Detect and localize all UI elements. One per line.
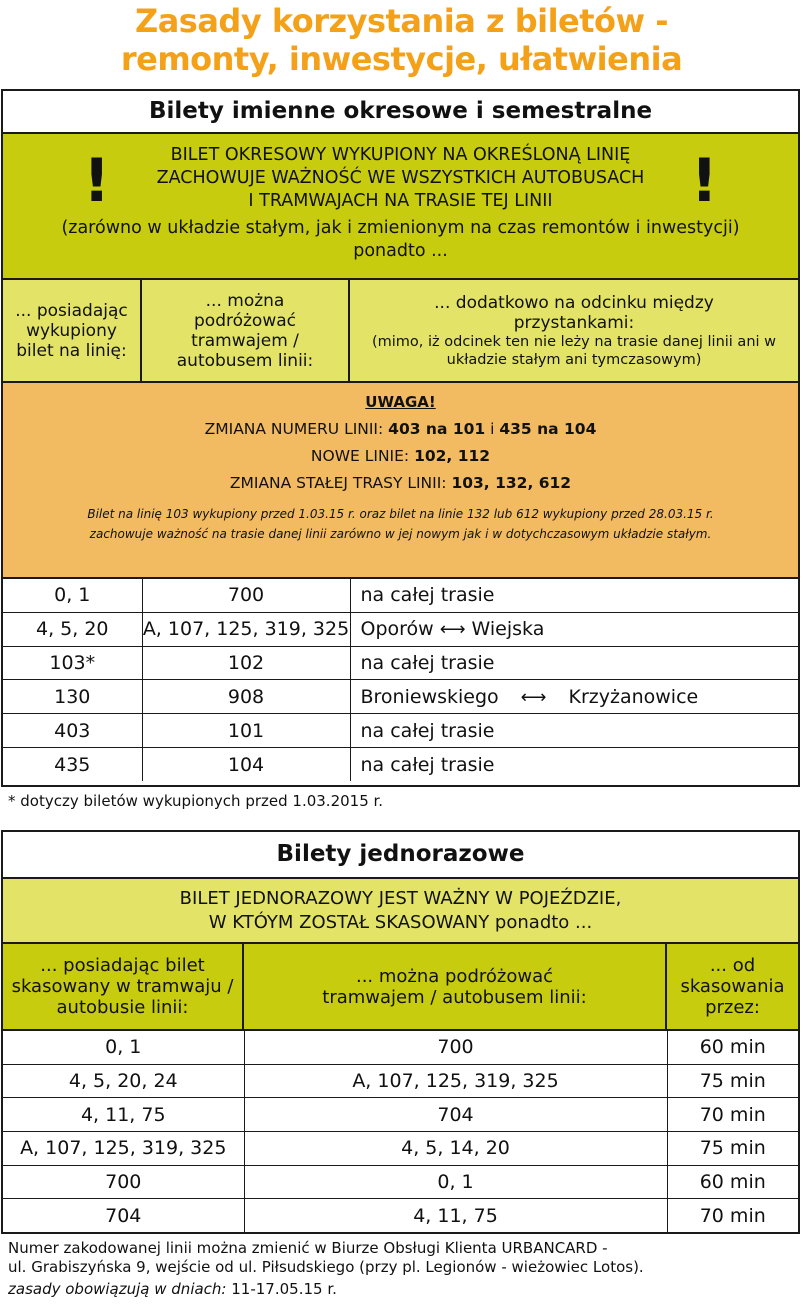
uwaga-title: UWAGA! (365, 393, 436, 411)
uwaga-label: ZMIANA STAŁEJ TRASY LINII: (229, 474, 447, 492)
col-header-time: ... od skasowania przez: (680, 955, 785, 1018)
notice-line: BILET OKRESOWY WYKUPIONY NA OKREŚLONĄ LINIĘ (170, 145, 631, 165)
title-line-1: Zasady korzystania z biletów - (134, 2, 668, 40)
cell-have: 700 (3, 1165, 244, 1199)
col-header-can: ... można podróżować tramwajem / autobusem linii: (142, 280, 350, 381)
cell-have: 435 (3, 748, 142, 781)
cell-extra (350, 612, 798, 646)
extra-text: na całej trasie (360, 652, 495, 675)
uwaga-value: 403 na 101 (388, 420, 486, 438)
uwaga-separator: i (490, 420, 495, 438)
info-line-2: ul. Grabiszyńska 9, wejście od ul. Piłsudskiego (przy pl. Legionów - wieżowiec Lotos). (8, 1258, 644, 1276)
table-row (3, 646, 798, 680)
cell-can: 704 (244, 1098, 667, 1132)
uwaga-line-route-change (3, 474, 798, 492)
cell-can: 700 (142, 579, 350, 612)
uwaga-note-line-1: Bilet na linię 103 wykupiony przed 1.03.15 r. oraz bilet na linie 132 lub 612 wykupiony przed 28.03.15 r. (87, 507, 714, 521)
cell-time: 60 min (667, 1165, 798, 1199)
table-row (3, 1031, 798, 1064)
stop-from: Broniewskiego (360, 685, 499, 708)
cell-extra (350, 579, 798, 612)
table-row (3, 612, 798, 646)
uwaga-value: 435 na 104 (499, 420, 597, 438)
cell-time: 75 min (667, 1131, 798, 1165)
notice-line: I TRAMWAJACH NA TRASIE TEJ LINII (248, 191, 553, 211)
periodic-table (3, 579, 798, 781)
cell-can: 102 (142, 646, 350, 680)
uwaga-value: 102, 112 (414, 447, 491, 465)
cell-have: 0, 1 (3, 579, 142, 612)
table-row (3, 579, 798, 612)
uwaga-label: NOWE LINIE: (310, 447, 410, 465)
uwaga-note (3, 504, 798, 544)
cell-can: 0, 1 (244, 1165, 667, 1199)
notice-line: ponadto ... (353, 241, 448, 261)
single-notice-line-2: W KTÓYM ZOSTAŁ SKASOWANY ponadto ... (208, 912, 593, 933)
periodic-footnote: * dotyczy biletów wykupionych przed 1.03.2015 r. (8, 792, 384, 810)
stop-to: Wiejska (471, 618, 545, 641)
table-row (3, 1199, 798, 1232)
title-line-2: remonty, inwestycje, ułatwienia (120, 40, 683, 78)
col-header-extra-main: ... dodatkowo na odcinku między przystankami: (434, 292, 714, 333)
cell-extra (350, 748, 798, 781)
cell-can: A, 107, 125, 319, 325 (244, 1064, 667, 1098)
col-header-have: ... posiadając wykupiony bilet na linię: (3, 280, 142, 381)
cell-time: 75 min (667, 1064, 798, 1098)
cell-time: 70 min (699, 1204, 766, 1227)
single-heading: Bilety jednorazowe (3, 832, 798, 879)
cell-extra (350, 646, 798, 680)
uwaga-box (3, 383, 798, 579)
uwaga-line-number-change (3, 420, 798, 438)
single-notice (3, 879, 798, 944)
exclamation-right: ! (690, 146, 718, 216)
stop-from: Oporów (360, 618, 434, 641)
extra-text: na całej trasie (360, 584, 495, 607)
validity-dates: 11-17.05.15 r. (231, 1280, 337, 1298)
cell-have: 4, 5, 20 (3, 612, 142, 646)
table-row (3, 1098, 798, 1132)
cell-have: 130 (3, 680, 142, 714)
stop-to: Krzyżanowice (568, 685, 699, 708)
cell-have: 0, 1 (3, 1031, 244, 1064)
cell-can: 4, 11, 75 (244, 1199, 667, 1232)
table-row (3, 1165, 798, 1199)
table-row (3, 714, 798, 748)
info-line-1: Numer zakodowanej linii można zmienić w Biurze Obsługi Klienta URBANCARD - (8, 1239, 608, 1257)
uwaga-line-new-lines (3, 447, 798, 465)
cell-extra (350, 714, 798, 748)
table-row (3, 680, 798, 714)
cell-have: 704 (3, 1199, 244, 1232)
uwaga-value: 103, 132, 612 (451, 474, 572, 492)
cell-have: 103* (3, 646, 142, 680)
cell-can: 908 (142, 680, 350, 714)
notice-line: (zarówno w układzie stałym, jak i zmienionym na czas remontów i inwestycji) (61, 218, 740, 238)
cell-time: 70 min (667, 1098, 798, 1132)
cell-have: A, 107, 125, 319, 325 (3, 1131, 244, 1165)
col-header-can: ... można podróżować tramwajem / autobusem linii: (244, 944, 667, 1029)
single-column-headers (3, 944, 798, 1031)
col-header-extra-note: (mimo, iż odcinek ten nie leży na trasie danej linii ani w układzie stałym ani tymczasowym) (371, 333, 777, 368)
cell-can: 4, 5, 14, 20 (244, 1131, 667, 1165)
double-arrow-icon: ⟷ (520, 686, 547, 708)
cell-have: 4, 5, 20, 24 (3, 1064, 244, 1098)
periodic-tickets-box (1, 89, 800, 787)
customer-office-info (8, 1239, 644, 1299)
exclamation-left: ! (83, 146, 111, 216)
page-title (0, 2, 803, 78)
table-row (3, 1064, 798, 1098)
col-header-extra (350, 280, 798, 381)
cell-can: 104 (142, 748, 350, 781)
uwaga-note-line-2: zachowuje ważność na trasie danej linii zarówno w jej nowym jak i w dotychczasowym układzie stałym. (89, 527, 712, 541)
validity-label: zasady obowiązują w dniach: (8, 1280, 227, 1298)
cell-have: 4, 11, 75 (3, 1098, 244, 1132)
periodic-notice (3, 134, 798, 280)
cell-can: 101 (142, 714, 350, 748)
cell-time: 60 min (667, 1031, 798, 1064)
cell-can: A, 107, 125, 319, 325 (142, 612, 350, 646)
table-row (3, 1131, 798, 1165)
periodic-heading: Bilety imienne okresowe i semestralne (3, 91, 798, 134)
single-table (3, 1031, 798, 1232)
single-tickets-box (1, 830, 800, 1234)
periodic-column-headers (3, 280, 798, 383)
extra-text: na całej trasie (360, 753, 495, 776)
cell-can: 700 (244, 1031, 667, 1064)
validity-line (8, 1280, 644, 1299)
extra-text: na całej trasie (360, 719, 495, 742)
notice-line: ZACHOWUJE WAŻNOŚĆ WE WSZYSTKICH AUTOBUSACH (156, 168, 645, 188)
double-arrow-icon: ⟷ (439, 619, 466, 641)
cell-extra (350, 680, 798, 714)
cell-have: 403 (3, 714, 142, 748)
col-header-have: ... posiadając bilet skasowany w tramwaju / autobusie linii: (3, 944, 244, 1029)
table-row (3, 748, 798, 781)
uwaga-label: ZMIANA NUMERU LINII: (204, 420, 384, 438)
single-notice-line-1: BILET JEDNORAZOWY JEST WAŻNY W POJEŹDZIE, (179, 888, 622, 909)
